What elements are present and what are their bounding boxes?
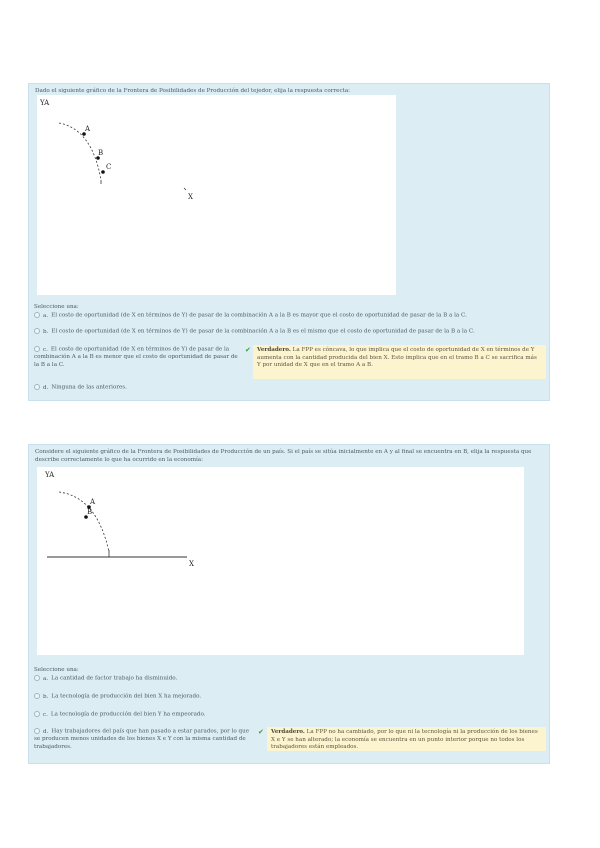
- point-c-label: C: [106, 163, 112, 171]
- option-d[interactable]: d. Hay trabajadores del país que han pasado a estar parados, por lo que se producen menos unidades de los bienes X e Y con la misma cantidad de trabajadores.: [34, 728, 250, 750]
- radio-icon[interactable]: [34, 711, 40, 717]
- radio-icon[interactable]: [34, 728, 40, 734]
- question-card-2: [28, 444, 550, 764]
- ppf-graph: [37, 467, 524, 655]
- ppf-graph: [37, 95, 396, 295]
- y-axis-label: YA: [40, 99, 50, 107]
- ppf-graph-svg: [37, 95, 396, 295]
- option-a[interactable]: a. La cantidad de factor trabajo ha disminuido.: [34, 675, 539, 683]
- radio-icon[interactable]: [34, 328, 40, 334]
- question-prompt: Dado el siguiente gráfico de la Frontera de Posibilidades de Producción del tejedor, elija la respuesta correcta:: [35, 88, 351, 94]
- feedback-text: La FPP es cóncava, lo que implica que el costo de oportunidad de X en términos de Y aumenta con la cantidad producida del bien X. Esto implica que en el tramo B a C se sacrifica más Y por unidad de X que en el tramo A a B.: [257, 347, 537, 368]
- radio-icon[interactable]: [34, 312, 40, 318]
- x-axis-mark: [184, 188, 186, 190]
- feedback-box: [253, 345, 546, 379]
- point-a-label: A: [85, 125, 91, 133]
- point-a-label: A: [90, 498, 96, 506]
- select-one-label: Seleccione una:: [34, 667, 79, 673]
- option-b[interactable]: b. La tecnología de producción del bien X ha mejorado.: [34, 693, 539, 701]
- feedback-box: [267, 727, 546, 751]
- feedback-label: Verdadero.: [257, 347, 291, 353]
- option-c[interactable]: c. La tecnología de producción del bien Y ha empeorado.: [34, 711, 539, 719]
- radio-icon[interactable]: [34, 384, 40, 390]
- ppf-graph-svg: [37, 467, 524, 655]
- check-icon: ✔: [258, 728, 264, 736]
- option-a[interactable]: a. El costo de oportunidad (de X en términos de Y) de pasar de la combinación A a la B es mayor que el costo de oportunidad de pasar de la B a la C.: [34, 312, 539, 320]
- point-b-label: B: [87, 508, 93, 516]
- option-d[interactable]: d. Ninguna de las anteriores.: [34, 384, 539, 392]
- feedback-text: La FPP no ha cambiado, por lo que ni la tecnología ni la producción de los bienes X e Y se han alterado; la economía se encuentra en un punto interior porque no todos los trabajadores están empleados.: [271, 729, 538, 750]
- radio-icon[interactable]: [34, 675, 40, 681]
- radio-icon[interactable]: [34, 693, 40, 699]
- question-prompt: Considere el siguiente gráfico de la Frontera de Posibilidades de Producción de un país. Si el país se sitúa inicialmente en A y al final se encuentra en B, elija la respuesta que describe correctamente lo que ha ocurrido en la economía:: [35, 449, 532, 463]
- x-axis-label: X: [189, 560, 194, 568]
- option-c[interactable]: c. El costo de oportunidad (de X en términos de Y) de pasar de la combinación A a la B es menor que el costo de oportunidad de pasar de la B a la C.: [34, 346, 238, 368]
- ppf-curve: [59, 123, 104, 180]
- question-card-1: [28, 83, 550, 401]
- feedback-label: Verdadero.: [271, 729, 305, 735]
- point-c: [101, 170, 105, 174]
- y-axis-label: YA: [45, 471, 55, 479]
- x-axis-label: X: [188, 193, 193, 201]
- option-b[interactable]: b. El costo de oportunidad (de X en términos de Y) de pasar de la combinación A a la B es el mismo que el costo de oportunidad de pasar de la B a la C.: [34, 328, 539, 336]
- check-icon: ✔: [245, 346, 251, 354]
- radio-icon[interactable]: [34, 346, 40, 352]
- select-one-label: Seleccione una:: [34, 304, 79, 310]
- ppf-curve: [59, 492, 109, 552]
- point-b-label: B: [98, 149, 104, 157]
